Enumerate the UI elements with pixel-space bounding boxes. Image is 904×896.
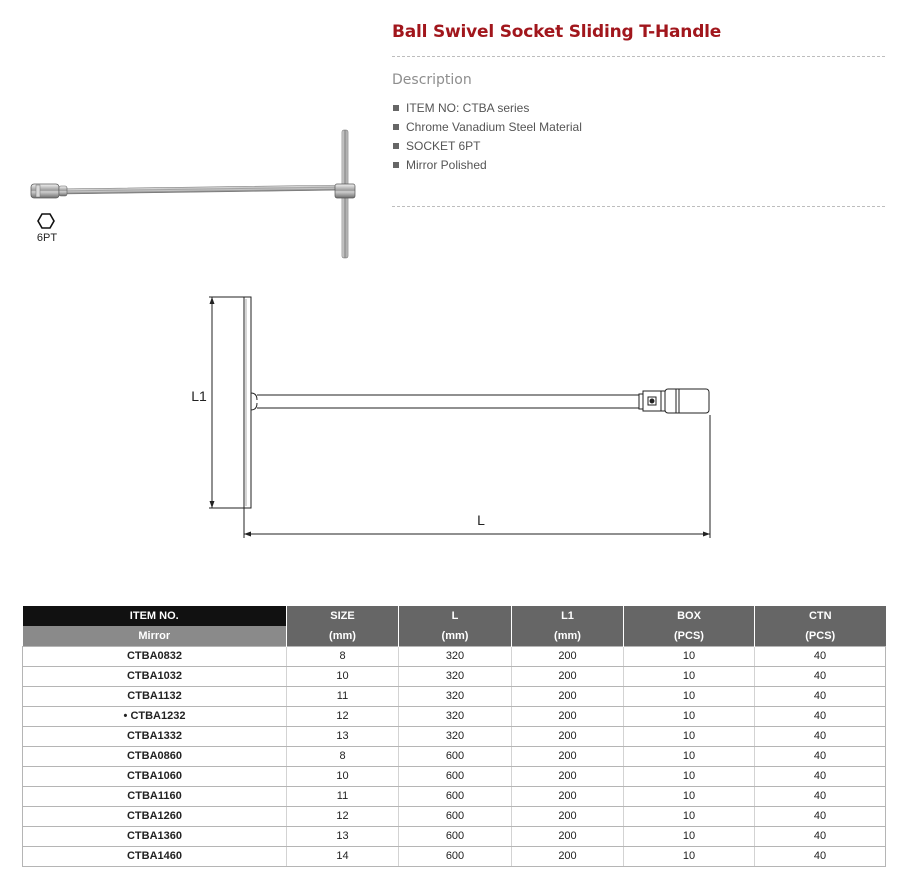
cell-l1: 200 [512,727,624,747]
table-row [23,667,886,687]
feature-item: SOCKET 6PT [392,137,885,156]
cell-ctn: 40 [755,707,886,727]
header-l-label: L [451,610,459,622]
header-l1 [512,606,624,647]
table-row [23,747,886,767]
product-info [392,18,885,207]
spec-table [22,606,886,867]
header-finish: Mirror [23,626,287,647]
header-size [287,606,399,647]
divider [392,56,885,57]
product-image [22,122,367,267]
dimension-diagram [185,290,725,540]
cell-item-no: CTBA1332 [23,727,287,747]
cell-item-no: CTBA1260 [23,807,287,827]
cell-l1: 200 [512,687,624,707]
cell-size: 13 [287,827,399,847]
cell-box: 10 [624,707,755,727]
description-heading: Description [392,72,472,88]
cell-ctn: 40 [755,727,886,747]
feature-list [392,99,885,175]
cell-box: 10 [624,667,755,687]
feature-item: ITEM NO: CTBA series [392,99,885,118]
cell-l1: 200 [512,707,624,727]
cell-ctn: 40 [755,767,886,787]
feature-item: Chrome Vanadium Steel Material [392,118,885,137]
cell-length: 320 [399,647,512,667]
cell-l1: 200 [512,847,624,867]
cell-item-no: CTBA1460 [23,847,287,867]
table-row [23,767,886,787]
cell-size: 14 [287,847,399,867]
hexagon-socket-icon [38,214,54,228]
cell-l1: 200 [512,827,624,847]
cell-size: 11 [287,787,399,807]
cell-item-no: CTBA0860 [23,747,287,767]
cell-item-no: CTBA1032 [23,667,287,687]
spec-table-body [23,647,886,867]
cell-ctn: 40 [755,787,886,807]
cell-box: 10 [624,727,755,747]
header-box-unit: (PCS) [674,630,704,642]
cell-box: 10 [624,687,755,707]
header-box-label: BOX [677,610,701,622]
cell-size: 11 [287,687,399,707]
table-row [23,787,886,807]
dimension-label-l1: L1 [191,388,207,404]
cell-box: 10 [624,847,755,867]
cell-length: 320 [399,727,512,747]
cell-l1: 200 [512,747,624,767]
cell-box: 10 [624,647,755,667]
header-size-label: SIZE [330,610,355,622]
cell-ctn: 40 [755,747,886,767]
dimension-label-l: L [477,512,485,528]
header-ctn-unit: (PCS) [805,630,836,642]
cell-box: 10 [624,747,755,767]
header-item-no: ITEM NO. [23,606,287,626]
cell-l1: 200 [512,807,624,827]
cell-size: 12 [287,707,399,727]
cell-ctn: 40 [755,827,886,847]
feature-item: Mirror Polished [392,156,885,175]
header-l1-unit: (mm) [554,630,581,642]
header-l [399,606,512,647]
cell-l1: 200 [512,667,624,687]
table-row [23,827,886,847]
cell-size: 13 [287,727,399,747]
header-size-unit: (mm) [329,630,356,642]
cell-size: 8 [287,747,399,767]
table-row [23,847,886,867]
cell-box: 10 [624,827,755,847]
cell-length: 600 [399,767,512,787]
product-title: Ball Swivel Socket Sliding T-Handle [392,22,722,42]
cell-length: 600 [399,747,512,767]
cell-box: 10 [624,787,755,807]
cell-item-no: CTBA1060 [23,767,287,787]
cell-length: 600 [399,847,512,867]
cell-item-no: CTBA1160 [23,787,287,807]
cell-box: 10 [624,767,755,787]
cell-item-no: • CTBA1232 [23,707,287,727]
header-l-unit: (mm) [441,630,469,642]
table-row [23,727,886,747]
cell-ctn: 40 [755,647,886,667]
cell-size: 12 [287,807,399,827]
header-ctn-label: CTN [808,610,832,622]
cell-length: 600 [399,807,512,827]
header-l1-label: L1 [561,610,574,622]
cell-length: 600 [399,787,512,807]
cell-length: 320 [399,687,512,707]
cell-ctn: 40 [755,807,886,827]
cell-item-no: CTBA0832 [23,647,287,667]
table-row [23,647,886,667]
header-ctn [755,606,886,647]
cell-l1: 200 [512,647,624,667]
cell-size: 10 [287,767,399,787]
header-box [624,606,755,647]
cell-l1: 200 [512,787,624,807]
cell-ctn: 40 [755,687,886,707]
cell-length: 320 [399,667,512,687]
cell-item-no: CTBA1360 [23,827,287,847]
table-row [23,807,886,827]
cell-size: 10 [287,667,399,687]
table-row [23,707,886,727]
cell-size: 8 [287,647,399,667]
cell-ctn: 40 [755,667,886,687]
table-row [23,687,886,707]
cell-ctn: 40 [755,847,886,867]
cell-length: 600 [399,827,512,847]
socket-type-label: 6PT [36,232,58,244]
cell-l1: 200 [512,767,624,787]
cell-length: 320 [399,707,512,727]
cell-box: 10 [624,807,755,827]
cell-item-no: CTBA1132 [23,687,287,707]
divider [392,206,885,207]
